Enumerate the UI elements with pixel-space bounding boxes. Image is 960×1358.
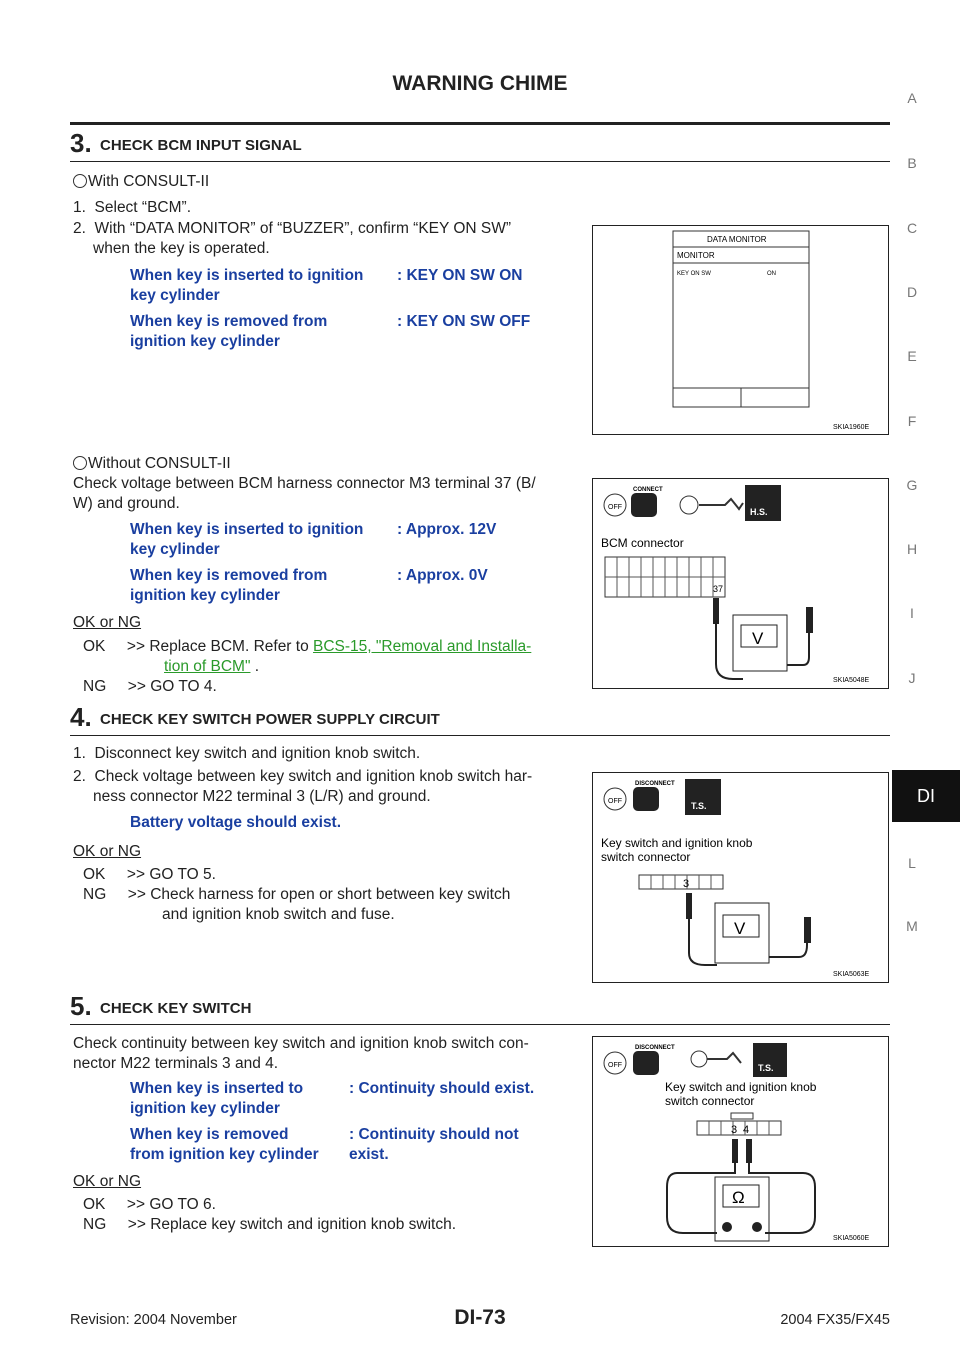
condition-value: : Continuity should not exist. xyxy=(349,1126,519,1163)
fig1-item: KEY ON SW xyxy=(677,271,711,277)
figure-key-switch-voltage xyxy=(592,772,889,983)
condition-value: : KEY ON SW ON xyxy=(397,267,523,284)
section-rule xyxy=(70,735,890,736)
svg-text:OFF: OFF xyxy=(608,504,622,511)
svg-text:OFF: OFF xyxy=(608,1062,622,1069)
footer-revision: Revision: 2004 November xyxy=(70,1312,237,1328)
section-rule xyxy=(70,1024,890,1025)
section-number: 4. xyxy=(70,702,92,732)
fig2-label: BCM connector xyxy=(601,536,684,550)
body-text: W) and ground. xyxy=(73,495,180,512)
ng-result-cont: and ignition knob switch and fuse. xyxy=(162,906,395,923)
ng-result: NG >> Check harness for open or short between key switch xyxy=(83,886,511,903)
fig3-label-b: switch connector xyxy=(601,850,691,864)
side-index-h[interactable]: H xyxy=(906,541,918,557)
section-title: CHECK KEY SWITCH POWER SUPPLY CIRCUIT xyxy=(100,711,440,728)
step-text: 1. Disconnect key switch and ignition knob switch. xyxy=(73,745,421,762)
side-index-e[interactable]: E xyxy=(907,348,917,364)
body-text: Check continuity between key switch and ignition knob switch con- xyxy=(73,1035,529,1052)
fig1-sub: MONITOR xyxy=(677,251,715,260)
ok-result: OK >> GO TO 6. xyxy=(83,1196,216,1213)
page-title: WARNING CHIME xyxy=(392,72,568,95)
without-consult-line xyxy=(73,454,231,474)
page-number: DI-73 xyxy=(454,1306,506,1329)
section-number: 5. xyxy=(70,991,92,1021)
fig3-caption: SKIA5063E xyxy=(833,971,870,978)
ok-result: OK >> Replace BCM. Refer to BCS-15, "Removal and Installa- xyxy=(83,638,532,655)
ok-result-cont: tion of BCM" . xyxy=(164,658,260,675)
side-index-l[interactable]: L xyxy=(908,855,916,871)
condition-value: : KEY ON SW OFF xyxy=(397,313,531,330)
step-text: ness connector M22 terminal 3 (L/R) and ground. xyxy=(93,788,431,805)
condition-value: : Approx. 12V xyxy=(397,521,497,538)
key-switch-voltage-diagram xyxy=(593,773,887,981)
step-text: 2. Check voltage between key switch and ignition knob switch har- xyxy=(73,768,533,785)
data-monitor-diagram xyxy=(593,226,887,433)
side-index-b[interactable]: B xyxy=(907,155,917,171)
side-index-m[interactable]: M xyxy=(906,918,918,934)
ok-or-ng-label: OK or NG xyxy=(73,843,142,860)
section-3-heading xyxy=(70,128,302,159)
consult-icon xyxy=(73,174,87,188)
fig2-connect-tag: CONNECT xyxy=(633,487,663,493)
figure-bcm-connector xyxy=(592,478,889,689)
with-consult-line xyxy=(73,172,209,192)
figure-key-switch-continuity xyxy=(592,1036,889,1247)
fig4-ts-tag: T.S. xyxy=(758,1063,774,1073)
fig3-label-a: Key switch and ignition knob xyxy=(601,836,753,850)
side-index-a[interactable]: A xyxy=(907,90,917,106)
side-index-g[interactable]: G xyxy=(906,477,918,493)
section-number: 3. xyxy=(70,128,92,158)
ng-result: NG >> GO TO 4. xyxy=(83,678,217,695)
ok-or-ng-label: OK or NG xyxy=(73,614,142,631)
section-rule xyxy=(70,161,890,162)
side-index-j[interactable]: J xyxy=(908,670,916,686)
no-consult-icon xyxy=(73,456,87,470)
condition-label: When key is inserted to ignition key cylinder xyxy=(130,521,364,558)
ng-result: NG >> Replace key switch and ignition knob switch. xyxy=(83,1216,457,1233)
fig4-disconnect-tag: DISCONNECT xyxy=(635,1045,675,1051)
figure-data-monitor xyxy=(592,225,889,435)
bcs-15-link-cont[interactable]: tion of BCM" xyxy=(164,658,251,675)
condition-label: When key is inserted to ignition key cylinder xyxy=(130,267,364,304)
condition-label: When key is removed from ignition key cylinder xyxy=(130,567,328,604)
section-4-heading xyxy=(70,702,440,733)
fig2-hs-tag: H.S. xyxy=(750,507,768,517)
side-index-i[interactable]: I xyxy=(910,605,914,621)
body-text: Check voltage between BCM harness connector M3 terminal 37 (B/ xyxy=(73,475,536,492)
side-index-c[interactable]: C xyxy=(906,220,918,236)
condition-label: When key is inserted to ignition key cylinder xyxy=(130,1080,304,1117)
step-text: 1. Select “BCM”. xyxy=(73,199,191,216)
side-index-di-active[interactable]: DI xyxy=(892,770,960,822)
fig2-caption: SKIA5048E xyxy=(833,677,870,684)
section-5-heading xyxy=(70,991,251,1022)
key-switch-continuity-diagram xyxy=(593,1037,887,1245)
footer-model: 2004 FX35/FX45 xyxy=(780,1312,890,1328)
body-text: nector M22 terminals 3 and 4. xyxy=(73,1055,279,1072)
condition-value: : Continuity should exist. xyxy=(349,1080,535,1097)
fig3-disconnect-tag: DISCONNECT xyxy=(635,781,675,787)
section-title: CHECK BCM INPUT SIGNAL xyxy=(100,137,302,154)
fig4-terminal-3: 3 xyxy=(731,1124,738,1136)
header-rule xyxy=(70,122,890,125)
spec-text: Battery voltage should exist. xyxy=(130,814,342,831)
with-consult-label: With CONSULT-II xyxy=(88,173,210,190)
condition-label: When key is removed from ignition key cylinder xyxy=(130,1126,319,1163)
fig1-title: DATA MONITOR xyxy=(707,235,767,244)
fig3-ts-tag: T.S. xyxy=(691,801,707,811)
ok-result: OK >> GO TO 5. xyxy=(83,866,216,883)
bcs-15-link[interactable]: BCS-15, "Removal and Installa- xyxy=(313,638,532,655)
side-index-f[interactable]: F xyxy=(907,413,917,429)
step-text: 2. With “DATA MONITOR” of “BUZZER”, confirm “KEY ON SW” xyxy=(73,220,512,237)
fig4-label-a: Key switch and ignition knob xyxy=(665,1080,817,1094)
fig1-val: ON xyxy=(767,271,776,277)
condition-value: : Approx. 0V xyxy=(397,567,488,584)
fig4-terminal-4: 4 xyxy=(743,1124,750,1136)
fig4-label-b: switch connector xyxy=(665,1094,755,1108)
fig2-meter: V xyxy=(752,629,764,648)
without-consult-label: Without CONSULT-II xyxy=(88,455,231,472)
fig3-meter: V xyxy=(734,919,746,938)
fig1-caption: SKIA1960E xyxy=(833,424,870,431)
svg-text:OFF: OFF xyxy=(608,798,622,805)
step-text: when the key is operated. xyxy=(93,240,270,257)
ok-or-ng-label: OK or NG xyxy=(73,1173,142,1190)
fig4-meter: Ω xyxy=(732,1188,745,1207)
condition-label: When key is removed from ignition key cylinder xyxy=(130,313,328,350)
fig2-terminal: 37 xyxy=(713,584,724,594)
bcm-connector-diagram xyxy=(593,479,887,687)
fig3-terminal: 3 xyxy=(683,878,690,890)
section-title: CHECK KEY SWITCH xyxy=(100,1000,252,1017)
side-index-d[interactable]: D xyxy=(906,284,918,300)
fig4-caption: SKIA5060E xyxy=(833,1235,870,1242)
